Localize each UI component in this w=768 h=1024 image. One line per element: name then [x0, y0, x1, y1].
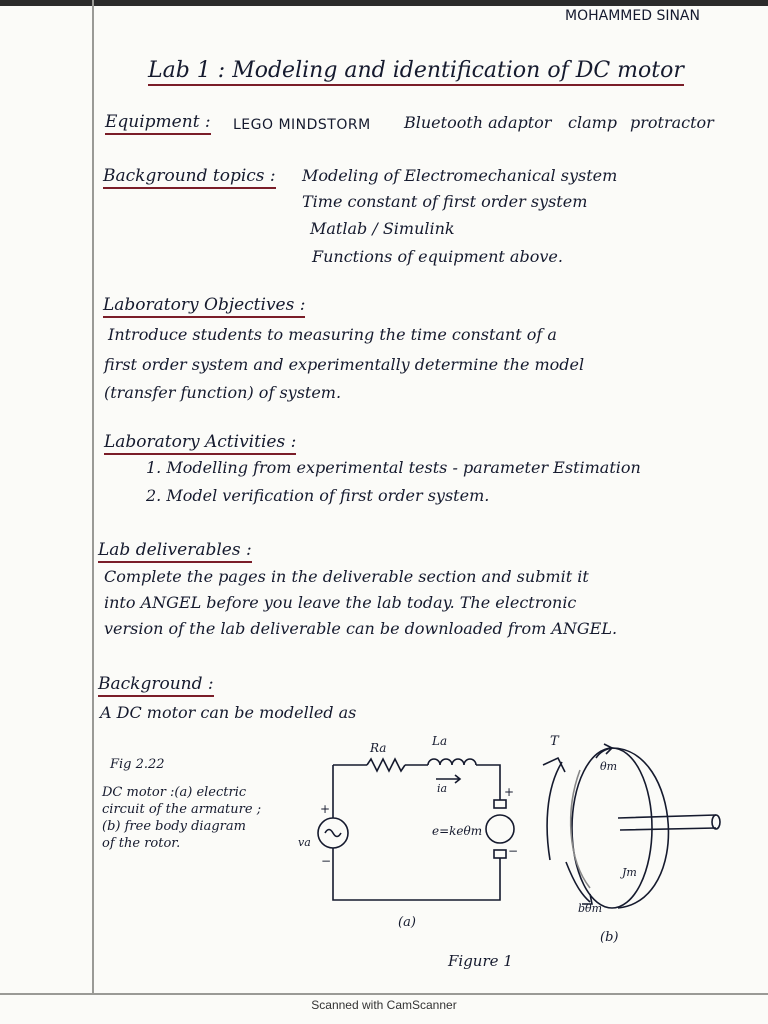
author-name: MOHAMMED SINAN	[565, 8, 700, 24]
rotor-rim	[571, 770, 590, 888]
activities-heading: Laboratory Activities :	[104, 432, 296, 455]
label-la: La	[432, 734, 448, 748]
figure-ref: Fig 2.22	[110, 757, 165, 772]
deliverables-heading: Lab deliverables :	[98, 540, 252, 563]
label-plus-top: +	[504, 785, 515, 799]
deliverables-line: Complete the pages in the deliverable section and submit it	[104, 567, 589, 586]
figure-caption-line: of the rotor.	[102, 836, 181, 851]
label-jm: Jm	[622, 866, 637, 879]
equipment-item: clamp	[568, 113, 618, 132]
equipment-item: protractor	[630, 113, 714, 132]
background-topics-heading: Background topics :	[103, 166, 276, 189]
objectives-heading: Laboratory Objectives :	[103, 295, 305, 318]
deliverables-line: version of the lab deliverable can be downloaded from ANGEL.	[104, 619, 618, 638]
label-minus-bottom: −	[508, 844, 519, 858]
label-plus-left: +	[320, 802, 331, 816]
label-theta: θm	[600, 760, 618, 773]
figure-caption-line: DC motor :(a) electric	[102, 785, 247, 800]
shaft-end	[712, 815, 720, 829]
label-sub-a: (a)	[398, 915, 416, 930]
label-minus-left: −	[321, 854, 332, 868]
activity-item: 1. Modelling from experimental tests - parameter Estimation	[146, 458, 641, 477]
label-torque: T	[550, 734, 559, 749]
label-ia: ia	[437, 782, 448, 795]
rotor-shaft	[618, 815, 716, 830]
resistor-ra	[367, 759, 405, 771]
motor-brush-bottom	[494, 850, 506, 858]
label-va: va	[298, 836, 311, 849]
background-heading: Background :	[98, 674, 214, 697]
background-intro: A DC motor can be modelled as	[100, 703, 357, 722]
activity-item: 2. Model verification of first order system.	[146, 486, 490, 505]
equipment-heading: Equipment :	[105, 112, 211, 135]
figure-caption-line: circuit of the armature ;	[102, 802, 262, 817]
topic-item: Modeling of Electromechanical system	[302, 166, 618, 185]
topic-item: Time constant of first order system	[302, 192, 588, 211]
deliverables-line: into ANGEL before you leave the lab today. The electronic	[104, 593, 577, 612]
objectives-line: Introduce students to measuring the time constant of a	[108, 325, 557, 344]
source-wave	[325, 830, 341, 837]
label-sub-b: (b)	[600, 930, 619, 945]
topic-item: Functions of equipment above.	[312, 247, 563, 266]
equipment-item: Bluetooth adaptor	[404, 113, 552, 132]
theta-arrow	[596, 744, 612, 758]
figure-title: Figure 1	[448, 952, 513, 970]
label-friction: bθm	[578, 902, 603, 915]
label-emf: e=keθm	[432, 824, 483, 838]
motor-armature	[486, 815, 514, 843]
equipment-item: LEGO MINDSTORM	[233, 117, 371, 133]
circuit-wire-top-right	[476, 765, 500, 800]
torque-arrow	[543, 758, 565, 860]
inductor-la	[428, 759, 476, 765]
motor-brush-top	[494, 800, 506, 808]
topic-item: Matlab / Simulink	[310, 219, 455, 238]
objectives-line: first order system and experimentally determine the model	[104, 355, 585, 374]
scanner-footer: Scanned with CamScanner	[311, 998, 457, 1012]
page-title: Lab 1 : Modeling and identification of DC motor	[148, 58, 684, 86]
figure-caption-line: (b) free body diagram	[102, 819, 246, 834]
label-ra: Ra	[370, 741, 387, 755]
objectives-line: (transfer function) of system.	[104, 383, 342, 402]
